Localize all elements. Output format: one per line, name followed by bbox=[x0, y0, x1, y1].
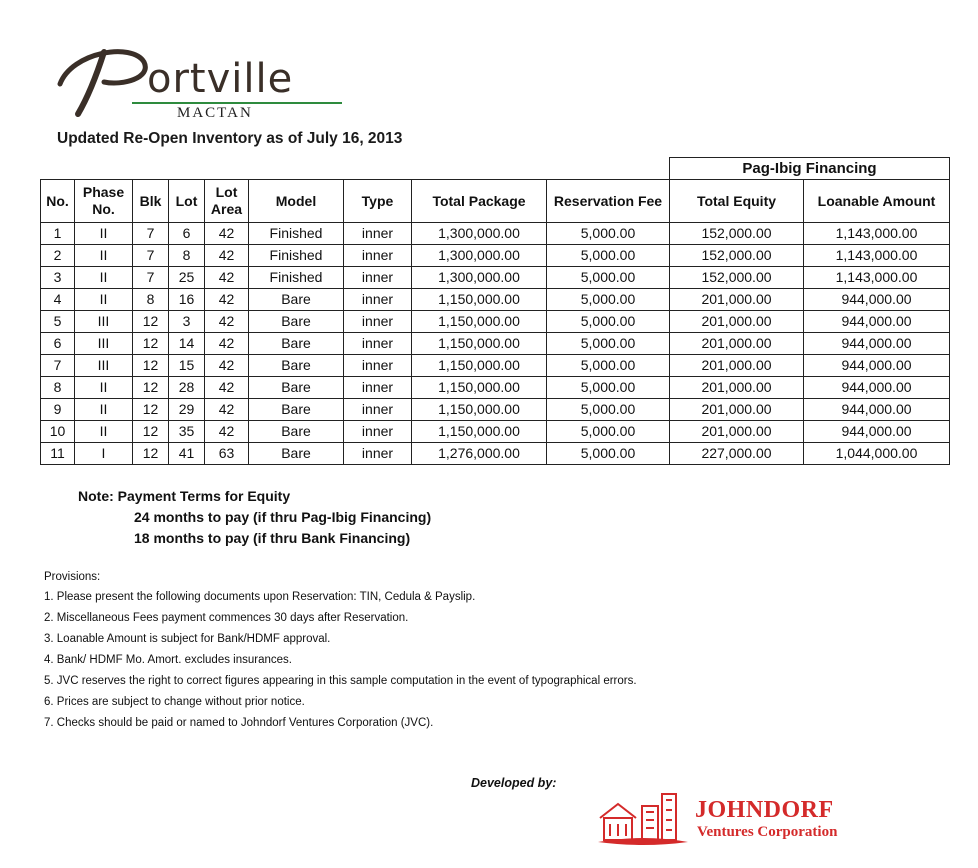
table-cell: Finished bbox=[249, 267, 344, 289]
table-cell: 7 bbox=[133, 267, 169, 289]
provision-item: 7. Checks should be paid or named to Johndorf Ventures Corporation (JVC). bbox=[44, 717, 434, 729]
column-header: Total Equity bbox=[670, 180, 804, 223]
table-cell: inner bbox=[344, 333, 412, 355]
table-cell: 6 bbox=[41, 333, 75, 355]
table-cell: 1,150,000.00 bbox=[412, 333, 547, 355]
table-cell: 201,000.00 bbox=[670, 421, 804, 443]
table-cell: 1,150,000.00 bbox=[412, 377, 547, 399]
table-cell: 9 bbox=[41, 399, 75, 421]
table-cell: 5,000.00 bbox=[547, 443, 670, 465]
table-cell: 201,000.00 bbox=[670, 311, 804, 333]
developer-name: JOHNDORF bbox=[695, 797, 834, 823]
table-cell: 12 bbox=[133, 333, 169, 355]
table-cell: 28 bbox=[169, 377, 205, 399]
table-cell: 5,000.00 bbox=[547, 289, 670, 311]
table-cell: 5 bbox=[41, 311, 75, 333]
table-cell: 3 bbox=[41, 267, 75, 289]
table-cell: 944,000.00 bbox=[804, 377, 950, 399]
table-cell: 227,000.00 bbox=[670, 443, 804, 465]
column-header: Model bbox=[249, 180, 344, 223]
table-row bbox=[41, 311, 950, 333]
column-header: Phase No. bbox=[75, 180, 133, 223]
table-cell: 12 bbox=[133, 399, 169, 421]
table-cell: 4 bbox=[41, 289, 75, 311]
table-cell: 1,150,000.00 bbox=[412, 289, 547, 311]
table-cell: 944,000.00 bbox=[804, 421, 950, 443]
table-cell: 944,000.00 bbox=[804, 355, 950, 377]
table-cell: III bbox=[75, 333, 133, 355]
table-cell: inner bbox=[344, 377, 412, 399]
table-cell: II bbox=[75, 421, 133, 443]
table-cell: Bare bbox=[249, 377, 344, 399]
column-header: Lot bbox=[169, 180, 205, 223]
table-row bbox=[41, 333, 950, 355]
table-cell: 7 bbox=[133, 245, 169, 267]
table-row bbox=[41, 267, 950, 289]
table-cell: 16 bbox=[169, 289, 205, 311]
table-cell: 42 bbox=[205, 223, 249, 245]
table-cell: 5,000.00 bbox=[547, 355, 670, 377]
table-cell: 12 bbox=[133, 421, 169, 443]
table-cell: 7 bbox=[133, 223, 169, 245]
table-cell: II bbox=[75, 245, 133, 267]
table-cell: 201,000.00 bbox=[670, 399, 804, 421]
table-row bbox=[41, 355, 950, 377]
portville-logo bbox=[52, 42, 352, 122]
table-cell: 1,143,000.00 bbox=[804, 267, 950, 289]
table-cell: 63 bbox=[205, 443, 249, 465]
table-cell: I bbox=[75, 443, 133, 465]
table-cell: 3 bbox=[169, 311, 205, 333]
table-cell: II bbox=[75, 289, 133, 311]
table-cell: 152,000.00 bbox=[670, 267, 804, 289]
table-cell: 42 bbox=[205, 421, 249, 443]
table-row bbox=[41, 443, 950, 465]
table-row bbox=[41, 245, 950, 267]
table-cell: Bare bbox=[249, 311, 344, 333]
table-cell: III bbox=[75, 311, 133, 333]
table-cell: 42 bbox=[205, 245, 249, 267]
provision-item: 2. Miscellaneous Fees payment commences 30 days after Reservation. bbox=[44, 612, 409, 624]
table-cell: 12 bbox=[133, 355, 169, 377]
table-cell: 12 bbox=[133, 311, 169, 333]
column-header: Total Package bbox=[412, 180, 547, 223]
table-cell: Bare bbox=[249, 355, 344, 377]
table-cell: III bbox=[75, 355, 133, 377]
table-cell: 42 bbox=[205, 399, 249, 421]
table-cell: 5,000.00 bbox=[547, 245, 670, 267]
table-cell: 2 bbox=[41, 245, 75, 267]
column-header: Blk bbox=[133, 180, 169, 223]
table-cell: Bare bbox=[249, 421, 344, 443]
table-cell: 15 bbox=[169, 355, 205, 377]
provisions-list bbox=[44, 589, 637, 736]
table-cell: 12 bbox=[133, 377, 169, 399]
provision-item: 4. Bank/ HDMF Mo. Amort. excludes insurances. bbox=[44, 654, 292, 666]
logo-underline bbox=[132, 102, 342, 104]
table-cell: inner bbox=[344, 399, 412, 421]
table-cell: Bare bbox=[249, 333, 344, 355]
table-cell: 8 bbox=[133, 289, 169, 311]
provision-item: 3. Loanable Amount is subject for Bank/HDMF approval. bbox=[44, 633, 331, 645]
note-line: 24 months to pay (if thru Pag-Ibig Financing) bbox=[134, 509, 432, 525]
table-cell: 7 bbox=[41, 355, 75, 377]
table-cell: inner bbox=[344, 421, 412, 443]
provisions-title: Provisions: bbox=[44, 571, 101, 583]
table-cell: 1 bbox=[41, 223, 75, 245]
table-cell: 201,000.00 bbox=[670, 377, 804, 399]
table-header-row bbox=[41, 180, 950, 223]
table-cell: 11 bbox=[41, 443, 75, 465]
table-cell: 944,000.00 bbox=[804, 311, 950, 333]
table-cell: 201,000.00 bbox=[670, 355, 804, 377]
table-cell: inner bbox=[344, 443, 412, 465]
header-spacer bbox=[41, 158, 670, 180]
provision-item: 1. Please present the following documents upon Reservation: TIN, Cedula & Payslip. bbox=[44, 591, 476, 603]
table-row bbox=[41, 289, 950, 311]
table-cell: 42 bbox=[205, 377, 249, 399]
table-cell: Finished bbox=[249, 245, 344, 267]
table-cell: 1,150,000.00 bbox=[412, 399, 547, 421]
table-cell: 41 bbox=[169, 443, 205, 465]
table-cell: 10 bbox=[41, 421, 75, 443]
table-cell: 5,000.00 bbox=[547, 399, 670, 421]
building-icon bbox=[596, 788, 691, 848]
table-cell: Bare bbox=[249, 443, 344, 465]
note-title: Note: Payment Terms for Equity bbox=[78, 488, 291, 504]
table-cell: 6 bbox=[169, 223, 205, 245]
table-cell: 12 bbox=[133, 443, 169, 465]
table-cell: 1,143,000.00 bbox=[804, 223, 950, 245]
logo-subtitle: MACTAN bbox=[177, 105, 253, 121]
table-cell: 42 bbox=[205, 289, 249, 311]
table-cell: Bare bbox=[249, 289, 344, 311]
table-cell: 1,150,000.00 bbox=[412, 421, 547, 443]
table-cell: 8 bbox=[41, 377, 75, 399]
table-cell: inner bbox=[344, 355, 412, 377]
table-cell: II bbox=[75, 399, 133, 421]
note-line: 18 months to pay (if thru Bank Financing) bbox=[134, 530, 411, 546]
table-cell: II bbox=[75, 223, 133, 245]
table-cell: 42 bbox=[205, 355, 249, 377]
table-cell: 1,044,000.00 bbox=[804, 443, 950, 465]
table-cell: 944,000.00 bbox=[804, 399, 950, 421]
table-cell: 1,150,000.00 bbox=[412, 355, 547, 377]
table-cell: 1,300,000.00 bbox=[412, 267, 547, 289]
table-cell: 42 bbox=[205, 333, 249, 355]
table-cell: 14 bbox=[169, 333, 205, 355]
table-cell: 5,000.00 bbox=[547, 377, 670, 399]
table-cell: 944,000.00 bbox=[804, 289, 950, 311]
table-row bbox=[41, 421, 950, 443]
developed-by-label: Developed by: bbox=[471, 776, 557, 790]
table-cell: 5,000.00 bbox=[547, 333, 670, 355]
table-row bbox=[41, 399, 950, 421]
column-header: Loanable Amount bbox=[804, 180, 950, 223]
table-cell: 35 bbox=[169, 421, 205, 443]
table-cell: 5,000.00 bbox=[547, 311, 670, 333]
table-cell: 42 bbox=[205, 311, 249, 333]
table-cell: inner bbox=[344, 245, 412, 267]
column-header: No. bbox=[41, 180, 75, 223]
table-cell: 5,000.00 bbox=[547, 421, 670, 443]
table-cell: 1,150,000.00 bbox=[412, 311, 547, 333]
table-cell: II bbox=[75, 377, 133, 399]
logo-wordmark: ortville bbox=[147, 56, 294, 102]
table-row bbox=[41, 223, 950, 245]
provision-item: 5. JVC reserves the right to correct figures appearing in this sample computation in the event of typographical errors. bbox=[44, 675, 637, 687]
table-cell: II bbox=[75, 267, 133, 289]
table-cell: 1,300,000.00 bbox=[412, 223, 547, 245]
column-header: Type bbox=[344, 180, 412, 223]
developer-subtitle: Ventures Corporation bbox=[697, 824, 838, 840]
table-cell: 29 bbox=[169, 399, 205, 421]
column-header: Reservation Fee bbox=[547, 180, 670, 223]
table-cell: inner bbox=[344, 267, 412, 289]
pag-ibig-group-header: Pag-Ibig Financing bbox=[670, 158, 950, 180]
table-cell: 201,000.00 bbox=[670, 289, 804, 311]
inventory-title: Updated Re-Open Inventory as of July 16, 2013 bbox=[57, 130, 403, 147]
table-cell: inner bbox=[344, 311, 412, 333]
table-row bbox=[41, 377, 950, 399]
table-cell: Finished bbox=[249, 223, 344, 245]
table-cell: 1,276,000.00 bbox=[412, 443, 547, 465]
table-cell: 152,000.00 bbox=[670, 245, 804, 267]
table-cell: 8 bbox=[169, 245, 205, 267]
table-cell: 1,143,000.00 bbox=[804, 245, 950, 267]
table-cell: 152,000.00 bbox=[670, 223, 804, 245]
table-cell: 42 bbox=[205, 267, 249, 289]
table-cell: inner bbox=[344, 223, 412, 245]
table-body bbox=[41, 223, 950, 465]
table-cell: 5,000.00 bbox=[547, 267, 670, 289]
table-cell: 5,000.00 bbox=[547, 223, 670, 245]
provision-item: 6. Prices are subject to change without prior notice. bbox=[44, 696, 305, 708]
column-header: Lot Area bbox=[205, 180, 249, 223]
table-cell: 944,000.00 bbox=[804, 333, 950, 355]
table-cell: inner bbox=[344, 289, 412, 311]
table-cell: 25 bbox=[169, 267, 205, 289]
table-cell: 201,000.00 bbox=[670, 333, 804, 355]
table-cell: 1,300,000.00 bbox=[412, 245, 547, 267]
inventory-table bbox=[40, 157, 950, 465]
table-cell: Bare bbox=[249, 399, 344, 421]
